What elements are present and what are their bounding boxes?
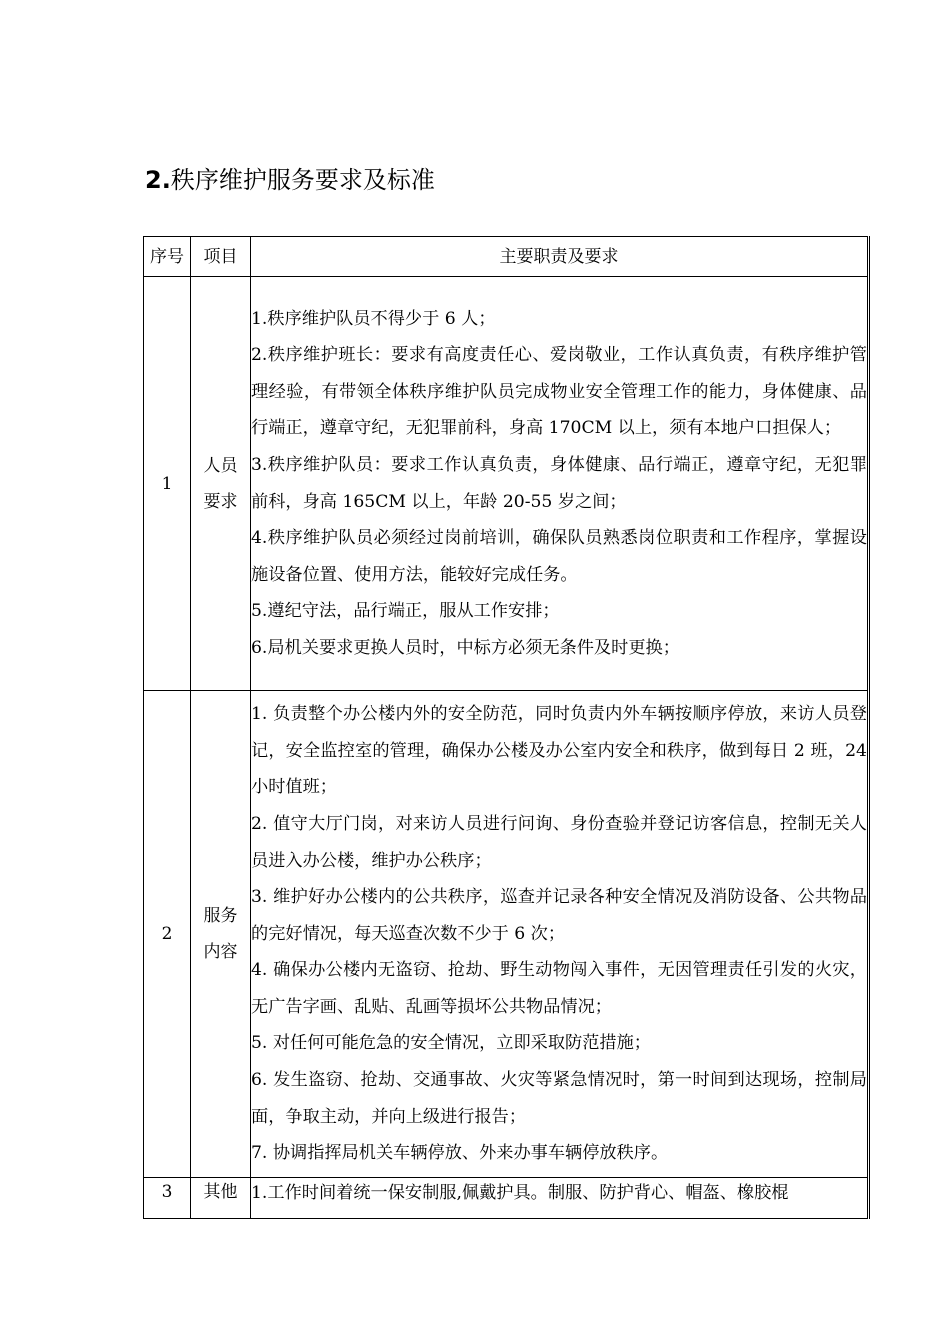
header-item: 项目 — [191, 237, 251, 277]
row-description — [251, 277, 869, 691]
row-description — [251, 1178, 869, 1219]
row-item — [191, 691, 251, 1178]
header-duties-requirements: 主要职责及要求 — [251, 237, 869, 277]
requirement-line: 3.秩序维护队员：要求工作认真负责，身体健康、品行端正，遵章守纪，无犯罪前科，身高 165CM 以上，年龄 20-55 岁之间； — [251, 454, 867, 512]
table-row-service-content — [144, 691, 869, 1178]
requirement-line: 2.秩序维护班长：要求有高度责任心、爱岗敬业，工作认真负责，有秩序维护管理经验，有带领全体秩序维护队员完成物业安全管理工作的能力，身体健康、品行端正，遵章守纪，无犯罪前科，身高 170CM 以上，须有本地户口担保人； — [251, 345, 867, 439]
requirement-line: 2. 值守大厅门岗，对来访人员进行问询、身份查验并登记访客信息，控制无关人员进入办公楼，维护办公秩序； — [251, 813, 867, 871]
requirement-line: 3. 维护好办公楼内的公共秩序，巡查并记录各种安全情况及消防设备、公共物品的完好情况，每天巡查次数不少于 6 次； — [251, 887, 867, 944]
section-title: 秩序维护服务要求及标准 — [170, 166, 435, 194]
row-item: 其他 — [191, 1178, 251, 1219]
row-item-label: 服务内容 — [203, 906, 238, 962]
requirement-line: 1. 负责整个办公楼内外的安全防范，同时负责内外车辆按顺序停放，来访人员登记，安全监控室的管理，确保办公楼及办公室内安全和秩序，做到每日 2 班，24 小时值班； — [251, 704, 867, 798]
requirement-line: 7. 协调指挥局机关车辆停放、外来办事车辆停放秩序。 — [251, 1143, 669, 1164]
requirement-line: 6.局机关要求更换人员时，中标方必须无条件及时更换； — [251, 637, 680, 658]
requirement-line: 1.工作时间着统一保安制服,佩戴护具。制服、防护背心、帽盔、橡胶棍 — [251, 1183, 789, 1203]
requirement-line: 5.遵纪守法，品行端正，服从工作安排； — [251, 601, 560, 622]
section-heading — [145, 162, 435, 198]
requirement-line: 6. 发生盗窃、抢劫、交通事故、火灾等紧急情况时，第一时间到达现场，控制局面，争取主动，并向上级进行报告； — [251, 1070, 867, 1127]
table-header-row — [144, 237, 869, 277]
row-item — [191, 277, 251, 691]
table-row-other — [144, 1178, 869, 1219]
header-serial-number: 序号 — [144, 237, 191, 277]
table-row-personnel — [144, 277, 869, 691]
section-number: 2. — [145, 166, 171, 194]
row-item-label: 人员要求 — [203, 455, 238, 512]
requirement-line: 5. 对任何可能危急的安全情况，立即采取防范措施； — [251, 1033, 651, 1054]
row-description — [251, 691, 869, 1178]
requirement-line: 4. 确保办公楼内无盗窃、抢劫、野生动物闯入事件，无因管理责任引发的火灾，无广告字画、乱贴、乱画等损坏公共物品情况； — [251, 960, 867, 1017]
row-number: 1 — [144, 277, 191, 691]
requirement-line: 4.秩序维护队员必须经过岗前培训，确保队员熟悉岗位职责和工作程序，掌握设施设备位置、使用方法，能较好完成任务。 — [251, 528, 867, 585]
row-number: 3 — [144, 1178, 191, 1219]
requirements-table — [143, 236, 870, 1219]
requirement-line: 1.秩序维护队员不得少于 6 人； — [251, 308, 496, 329]
row-number: 2 — [144, 691, 191, 1178]
